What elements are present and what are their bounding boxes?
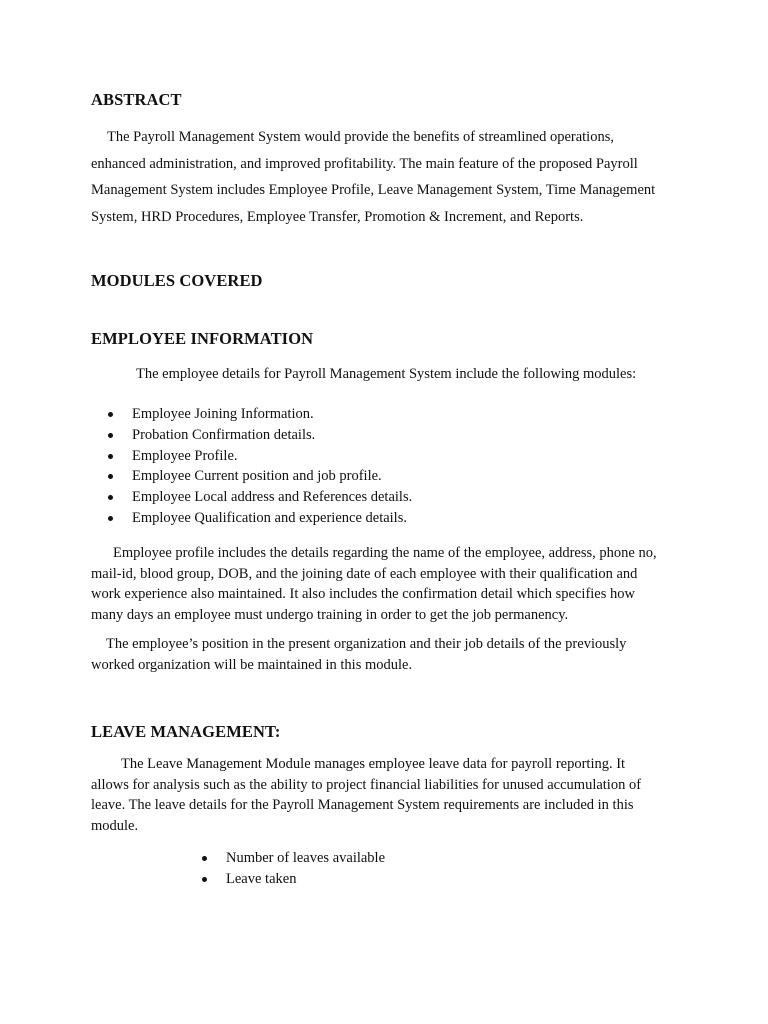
bullet-icon xyxy=(108,454,113,459)
paragraph-line: The Leave Management Module manages employee leave data for payroll reporting. It xyxy=(121,756,626,772)
bullet-icon xyxy=(202,877,207,882)
abstract-line: enhanced administration, and improved profitability. The main feature of the proposed Payroll xyxy=(91,155,638,172)
list-item-text: Number of leaves available xyxy=(226,850,386,866)
list-item-text: Employee Local address and References details. xyxy=(132,489,413,506)
paragraph-line: worked organization will be maintained in this module. xyxy=(91,656,413,673)
bullet-icon xyxy=(108,516,113,521)
abstract-line: Management System includes Employee Profile, Leave Management System, Time Management xyxy=(91,182,656,198)
paragraph-line: mail-id, blood group, DOB, and the joining date of each employee with their qualification and xyxy=(91,565,638,582)
paragraph-line: module. xyxy=(91,817,139,834)
bullet-icon xyxy=(108,412,113,417)
list-item xyxy=(202,869,385,890)
bullet-icon xyxy=(108,495,113,500)
modules-covered-heading: MODULES COVERED xyxy=(91,271,263,290)
leave-management-heading: LEAVE MANAGEMENT: xyxy=(91,722,281,741)
employee-modules-list xyxy=(108,404,412,529)
list-item-text: Employee Joining Information. xyxy=(132,406,314,422)
paragraph-line: allows for analysis such as the ability to project financial liabilities for unused accumulation of xyxy=(91,776,642,793)
bullet-icon xyxy=(202,856,207,861)
list-item-text: Leave taken xyxy=(226,870,297,887)
list-item xyxy=(108,508,412,529)
list-item xyxy=(108,487,412,508)
leave-details-list xyxy=(202,848,385,890)
paragraph-line: The employee’s position in the present organization and their job details of the previously xyxy=(106,636,627,652)
employee-profile-paragraph xyxy=(91,543,691,625)
list-item-text: Employee Profile. xyxy=(132,447,238,464)
abstract-heading: ABSTRACT xyxy=(91,90,182,109)
list-item-text: Employee Current position and job profile. xyxy=(132,468,382,485)
list-item xyxy=(108,404,412,425)
employee-information-intro: The employee details for Payroll Management System include the following modules: xyxy=(136,366,637,382)
bullet-icon xyxy=(108,433,113,438)
list-item-text: Probation Confirmation details. xyxy=(132,426,316,443)
abstract-line: The Payroll Management System would provide the benefits of streamlined operations, xyxy=(107,129,614,145)
list-item xyxy=(108,446,412,467)
leave-management-paragraph xyxy=(91,754,691,836)
paragraph-line: many days an employee must undergo training in order to get the job permanency. xyxy=(91,606,569,623)
paragraph-line: Employee profile includes the details regarding the name of the employee, address, phone no, xyxy=(113,545,657,561)
list-item xyxy=(108,466,412,487)
paragraph-line: work experience also maintained. It also includes the confirmation detail which specifies how xyxy=(91,586,635,602)
list-item xyxy=(202,848,385,869)
abstract-line: System, HRD Procedures, Employee Transfer, Promotion & Increment, and Reports. xyxy=(91,208,584,225)
bullet-icon xyxy=(108,474,113,479)
paragraph-line: leave. The leave details for the Payroll Management System requirements are included in this xyxy=(91,797,634,813)
employee-information-heading: EMPLOYEE INFORMATION xyxy=(91,329,314,348)
list-item xyxy=(108,425,412,446)
list-item-text: Employee Qualification and experience details. xyxy=(132,509,407,526)
employee-position-paragraph xyxy=(91,634,691,675)
abstract-paragraph xyxy=(91,124,691,230)
